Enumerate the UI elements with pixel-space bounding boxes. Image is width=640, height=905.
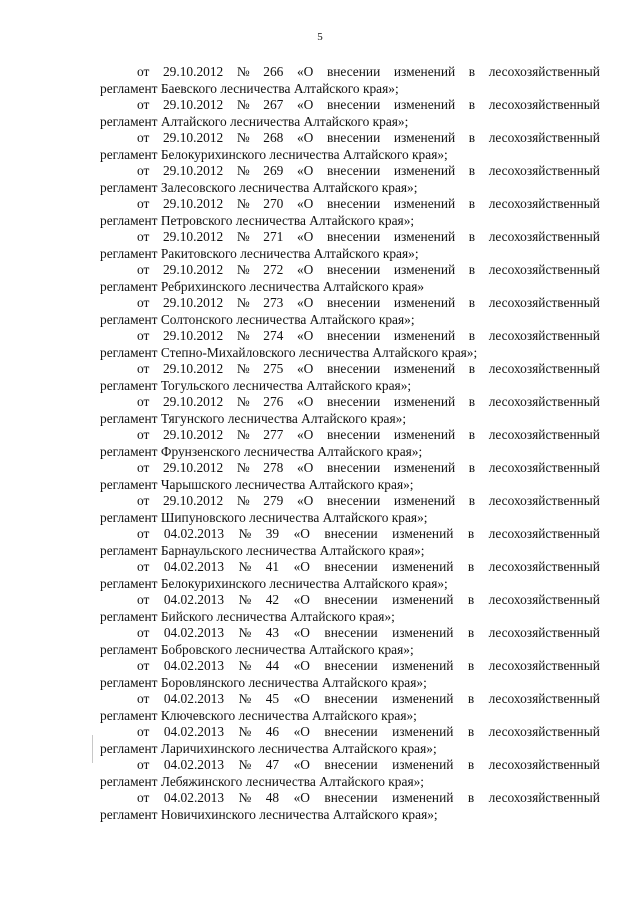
entry-word: изменений <box>392 625 454 640</box>
entry-word: 43 <box>265 625 280 640</box>
entry-word: от <box>137 790 150 805</box>
entry-word: № <box>238 625 252 640</box>
entry-word: 04.02.2013 <box>163 559 225 574</box>
entry-first-line <box>100 229 600 246</box>
entry-word: лесохозяйственный <box>488 229 600 244</box>
entry-word: внесении <box>324 625 378 640</box>
entry-word: 29.10.2012 <box>162 262 224 277</box>
entry-word: лесохозяйственный <box>488 64 600 79</box>
entry-second-line: регламент Белокурихинского лесничества Алтайского края»; <box>100 575 448 591</box>
entry-word: «О <box>296 295 314 310</box>
list-item <box>100 460 600 493</box>
entry-second-line: регламент Солтонского лесничества Алтайского края»; <box>100 311 415 327</box>
entry-word: 278 <box>263 460 284 475</box>
entry-word: изменений <box>392 790 454 805</box>
entry-first-line <box>100 427 600 444</box>
entry-word: лесохозяйственный <box>488 625 600 640</box>
entry-word: от <box>137 658 150 673</box>
entry-first-line <box>100 559 600 576</box>
entry-word: в <box>467 592 475 607</box>
entry-word: 41 <box>265 559 280 574</box>
entry-word: 04.02.2013 <box>163 625 225 640</box>
entry-first-line <box>100 295 600 312</box>
entry-word: в <box>468 229 476 244</box>
entry-word: № <box>238 592 252 607</box>
entry-word: 29.10.2012 <box>162 295 224 310</box>
entry-word: лесохозяйственный <box>488 592 600 607</box>
entry-word: в <box>468 361 476 376</box>
list-item <box>100 790 600 823</box>
entry-word: изменений <box>393 493 456 508</box>
entry-word: «О <box>293 625 310 640</box>
entry-second-line: регламент Лебяжинского лесничества Алтайского края»; <box>100 773 425 789</box>
entry-second-line: регламент Залесовского лесничества Алтайского края»; <box>100 179 418 195</box>
entry-word: изменений <box>392 691 454 706</box>
list-item <box>100 64 600 97</box>
entry-word: от <box>137 97 150 112</box>
entry-second-line: регламент Ребрихинского лесничества Алтайского края» <box>100 278 425 294</box>
entry-word: в <box>467 790 475 805</box>
entry-second-line: регламент Ракитовского лесничества Алтайского края»; <box>100 245 419 261</box>
entry-word: внесении <box>326 196 381 211</box>
entry-word: изменений <box>393 97 456 112</box>
entry-word: от <box>137 757 150 772</box>
entry-word: № <box>236 130 250 145</box>
entry-word: в <box>468 97 476 112</box>
entry-word: лесохозяйственный <box>488 691 600 706</box>
entry-word: лесохозяйственный <box>488 394 600 409</box>
entry-second-line: регламент Бийского лесничества Алтайского края»; <box>100 608 395 624</box>
entry-word: 29.10.2012 <box>162 394 224 409</box>
entry-word: 277 <box>263 427 284 442</box>
entry-word: «О <box>296 97 314 112</box>
entry-word: в <box>468 427 476 442</box>
entry-word: 29.10.2012 <box>162 493 224 508</box>
entry-second-line: регламент Барнаульского лесничества Алтайского края»; <box>100 542 425 558</box>
entry-word: лесохозяйственный <box>488 427 600 442</box>
entry-word: лесохозяйственный <box>488 790 600 805</box>
entry-first-line <box>100 394 600 411</box>
entry-word: «О <box>296 163 314 178</box>
entry-first-line <box>100 790 600 807</box>
entry-word: № <box>236 229 250 244</box>
entry-word: лесохозяйственный <box>488 526 600 541</box>
list-item <box>100 229 600 262</box>
entry-first-line <box>100 691 600 708</box>
entry-word: 04.02.2013 <box>163 724 225 739</box>
entry-word: от <box>137 229 150 244</box>
margin-mark <box>92 735 93 763</box>
entry-word: в <box>467 658 475 673</box>
entry-first-line <box>100 97 600 114</box>
entry-word: 266 <box>263 64 284 79</box>
entry-second-line: регламент Петровского лесничества Алтайского края»; <box>100 212 415 228</box>
entry-word: «О <box>296 493 314 508</box>
entry-word: от <box>137 592 150 607</box>
entry-word: в <box>468 196 476 211</box>
entry-word: изменений <box>392 724 454 739</box>
entry-second-line: регламент Шипуновского лесничества Алтайского края»; <box>100 509 428 525</box>
entry-first-line <box>100 262 600 279</box>
entry-word: № <box>238 559 252 574</box>
entry-word: 29.10.2012 <box>162 97 224 112</box>
entry-word: лесохозяйственный <box>488 658 600 673</box>
entry-word: «О <box>293 757 310 772</box>
entry-word: внесении <box>326 64 381 79</box>
entry-word: внесении <box>326 328 381 343</box>
entry-word: № <box>236 427 250 442</box>
entry-second-line: регламент Белокурихинского лесничества Алтайского края»; <box>100 146 448 162</box>
entry-first-line <box>100 526 600 543</box>
entry-word: лесохозяйственный <box>488 130 600 145</box>
entry-first-line <box>100 757 600 774</box>
list-item <box>100 427 600 460</box>
entry-word: от <box>137 559 150 574</box>
list-item <box>100 295 600 328</box>
list-item <box>100 163 600 196</box>
entry-word: от <box>137 163 150 178</box>
entry-second-line: регламент Фрунзенского лесничества Алтайского края»; <box>100 443 423 459</box>
entry-word: изменений <box>393 460 456 475</box>
entry-word: 48 <box>265 790 280 805</box>
entry-word: 279 <box>263 493 284 508</box>
entry-word: изменений <box>393 262 456 277</box>
entry-word: лесохозяйственный <box>488 724 600 739</box>
entry-word: лесохозяйственный <box>488 493 600 508</box>
entry-word: 29.10.2012 <box>162 64 224 79</box>
entry-word: в <box>468 64 476 79</box>
entry-first-line <box>100 361 600 378</box>
entry-word: 272 <box>263 262 284 277</box>
entry-word: изменений <box>393 361 456 376</box>
entry-word: внесении <box>326 262 381 277</box>
entry-word: внесении <box>326 493 381 508</box>
list-item <box>100 658 600 691</box>
entry-word: 39 <box>265 526 280 541</box>
entry-word: № <box>236 394 250 409</box>
entry-second-line: регламент Тягунского лесничества Алтайского края»; <box>100 410 407 426</box>
entry-word: № <box>236 460 250 475</box>
entry-word: 04.02.2013 <box>163 757 225 772</box>
entry-word: внесении <box>324 691 378 706</box>
list-item <box>100 361 600 394</box>
entry-word: 29.10.2012 <box>162 427 224 442</box>
entry-first-line <box>100 658 600 675</box>
entry-word: 29.10.2012 <box>162 196 224 211</box>
entry-word: изменений <box>393 328 456 343</box>
entry-word: «О <box>296 229 314 244</box>
entry-word: «О <box>296 64 314 79</box>
entry-word: 271 <box>263 229 284 244</box>
entry-word: внесении <box>324 559 378 574</box>
entry-word: в <box>468 460 476 475</box>
entry-word: изменений <box>393 64 456 79</box>
entry-word: от <box>137 460 150 475</box>
entry-word: 46 <box>265 724 280 739</box>
entry-word: № <box>236 493 250 508</box>
entry-first-line <box>100 328 600 345</box>
entry-word: 29.10.2012 <box>162 328 224 343</box>
entry-word: изменений <box>393 229 456 244</box>
entry-word: внесении <box>324 658 378 673</box>
entry-word: в <box>468 295 476 310</box>
entry-word: «О <box>296 130 314 145</box>
entry-word: в <box>468 163 476 178</box>
entry-word: внесении <box>326 394 381 409</box>
list-item <box>100 724 600 757</box>
list-item <box>100 493 600 526</box>
entry-word: внесении <box>326 229 381 244</box>
entry-second-line: регламент Боровлянского лесничества Алтайского края»; <box>100 674 427 690</box>
entry-word: изменений <box>392 757 454 772</box>
entry-word: 04.02.2013 <box>163 790 225 805</box>
entry-second-line: регламент Степно-Михайловского лесничества Алтайского края»; <box>100 344 478 360</box>
entry-word: 269 <box>263 163 284 178</box>
entry-word: № <box>236 196 250 211</box>
entry-word: 42 <box>265 592 280 607</box>
entry-word: внесении <box>326 361 381 376</box>
entry-word: внесении <box>326 97 381 112</box>
entry-word: «О <box>296 460 314 475</box>
entry-first-line <box>100 163 600 180</box>
entry-word: лесохозяйственный <box>488 196 600 211</box>
entry-first-line <box>100 196 600 213</box>
entry-word: «О <box>293 526 310 541</box>
list-item <box>100 592 600 625</box>
entry-word: в <box>468 262 476 277</box>
entry-word: «О <box>293 658 310 673</box>
entry-word: 47 <box>265 757 280 772</box>
entry-word: в <box>467 757 475 772</box>
entry-second-line: регламент Тогульского лесничества Алтайского края»; <box>100 377 412 393</box>
entry-first-line <box>100 493 600 510</box>
entry-word: № <box>236 64 250 79</box>
list-item <box>100 262 600 295</box>
entry-word: внесении <box>324 592 378 607</box>
entry-word: изменений <box>393 130 456 145</box>
entry-word: «О <box>296 262 314 277</box>
entry-word: внесении <box>326 427 381 442</box>
entry-second-line: регламент Бобровского лесничества Алтайского края»; <box>100 641 414 657</box>
list-item <box>100 757 600 790</box>
entry-first-line <box>100 625 600 642</box>
entry-word: лесохозяйственный <box>488 757 600 772</box>
entry-word: № <box>236 262 250 277</box>
entry-word: № <box>236 361 250 376</box>
entry-word: внесении <box>326 460 381 475</box>
list-item <box>100 196 600 229</box>
entry-word: от <box>137 526 150 541</box>
entry-word: изменений <box>393 196 456 211</box>
entry-word: лесохозяйственный <box>488 163 600 178</box>
entry-word: 29.10.2012 <box>162 163 224 178</box>
entry-second-line: регламент Ларичихинского лесничества Алтайского края»; <box>100 740 437 756</box>
entry-word: № <box>236 163 250 178</box>
entry-word: 04.02.2013 <box>163 658 225 673</box>
entry-word: 270 <box>263 196 284 211</box>
entry-word: 29.10.2012 <box>162 460 224 475</box>
entry-word: «О <box>296 361 314 376</box>
entry-word: в <box>468 130 476 145</box>
entry-word: внесении <box>324 757 378 772</box>
entry-word: внесении <box>326 295 381 310</box>
entry-word: № <box>236 97 250 112</box>
entries-list <box>100 64 600 823</box>
list-item <box>100 691 600 724</box>
entry-word: от <box>137 394 150 409</box>
list-item <box>100 328 600 361</box>
entry-word: от <box>137 625 150 640</box>
list-item <box>100 559 600 592</box>
entry-word: «О <box>293 790 310 805</box>
entry-word: в <box>468 394 476 409</box>
entry-word: от <box>137 691 150 706</box>
entry-word: в <box>467 526 475 541</box>
entry-word: лесохозяйственный <box>488 559 600 574</box>
entry-word: от <box>137 328 150 343</box>
entry-word: «О <box>296 427 314 442</box>
entry-second-line: регламент Чарышского лесничества Алтайского края»; <box>100 476 414 492</box>
entry-word: изменений <box>393 427 456 442</box>
entry-second-line: регламент Ключевского лесничества Алтайского края»; <box>100 707 417 723</box>
entry-word: изменений <box>392 592 454 607</box>
entry-word: изменений <box>392 559 454 574</box>
entry-word: в <box>467 559 475 574</box>
entry-word: № <box>238 724 252 739</box>
entry-word: № <box>238 691 252 706</box>
entry-first-line <box>100 724 600 741</box>
entry-word: 29.10.2012 <box>162 130 224 145</box>
entry-word: от <box>137 361 150 376</box>
entry-word: 276 <box>263 394 284 409</box>
entry-word: № <box>238 757 252 772</box>
entry-word: «О <box>296 196 314 211</box>
entry-word: лесохозяйственный <box>488 328 600 343</box>
entry-word: в <box>467 724 475 739</box>
entry-word: лесохозяйственный <box>488 361 600 376</box>
entry-first-line <box>100 64 600 81</box>
entry-word: 29.10.2012 <box>162 361 224 376</box>
entry-word: в <box>467 625 475 640</box>
entry-first-line <box>100 592 600 609</box>
entry-word: изменений <box>393 394 456 409</box>
page-number: 5 <box>317 31 323 43</box>
entry-word: лесохозяйственный <box>488 460 600 475</box>
entry-word: от <box>137 130 150 145</box>
list-item <box>100 97 600 130</box>
list-item <box>100 625 600 658</box>
entry-word: от <box>137 493 150 508</box>
entry-word: № <box>236 328 250 343</box>
entry-word: 04.02.2013 <box>163 691 225 706</box>
entry-first-line <box>100 460 600 477</box>
entry-word: лесохозяйственный <box>488 262 600 277</box>
entry-word: от <box>137 295 150 310</box>
entry-word: от <box>137 427 150 442</box>
entry-word: № <box>238 658 252 673</box>
entry-word: 29.10.2012 <box>162 229 224 244</box>
entry-word: лесохозяйственный <box>488 97 600 112</box>
entry-word: внесении <box>324 790 378 805</box>
entry-word: в <box>467 691 475 706</box>
entry-word: внесении <box>326 163 381 178</box>
entry-second-line: регламент Алтайского лесничества Алтайского края»; <box>100 113 409 129</box>
entry-word: 273 <box>263 295 284 310</box>
entry-word: 04.02.2013 <box>163 592 225 607</box>
entry-word: от <box>137 64 150 79</box>
entry-word: внесении <box>324 526 378 541</box>
entry-word: «О <box>296 394 314 409</box>
entry-word: внесении <box>324 724 378 739</box>
entry-second-line: регламент Новичихинского лесничества Алтайского края»; <box>100 806 438 822</box>
list-item <box>100 394 600 427</box>
entry-second-line: регламент Баевского лесничества Алтайского края»; <box>100 80 399 96</box>
list-item <box>100 526 600 559</box>
entry-word: изменений <box>393 295 456 310</box>
entry-word: от <box>137 724 150 739</box>
entry-word: 44 <box>265 658 280 673</box>
list-item <box>100 130 600 163</box>
entry-word: «О <box>296 328 314 343</box>
entry-first-line <box>100 130 600 147</box>
entry-word: от <box>137 262 150 277</box>
entry-word: в <box>468 328 476 343</box>
entry-word: лесохозяйственный <box>488 295 600 310</box>
entry-word: «О <box>293 559 310 574</box>
entry-word: в <box>468 493 476 508</box>
entry-word: «О <box>293 592 310 607</box>
entry-word: изменений <box>392 526 454 541</box>
entry-word: внесении <box>326 130 381 145</box>
entry-word: 45 <box>265 691 280 706</box>
entry-word: 04.02.2013 <box>163 526 225 541</box>
entry-word: 274 <box>263 328 284 343</box>
entry-word: изменений <box>392 658 454 673</box>
entry-word: «О <box>293 691 310 706</box>
entry-word: № <box>238 790 252 805</box>
entry-word: от <box>137 196 150 211</box>
entry-word: 268 <box>263 130 284 145</box>
entry-word: «О <box>293 724 310 739</box>
entry-word: № <box>238 526 252 541</box>
entry-word: изменений <box>393 163 456 178</box>
entry-word: № <box>236 295 250 310</box>
entry-word: 275 <box>263 361 284 376</box>
entry-word: 267 <box>263 97 284 112</box>
